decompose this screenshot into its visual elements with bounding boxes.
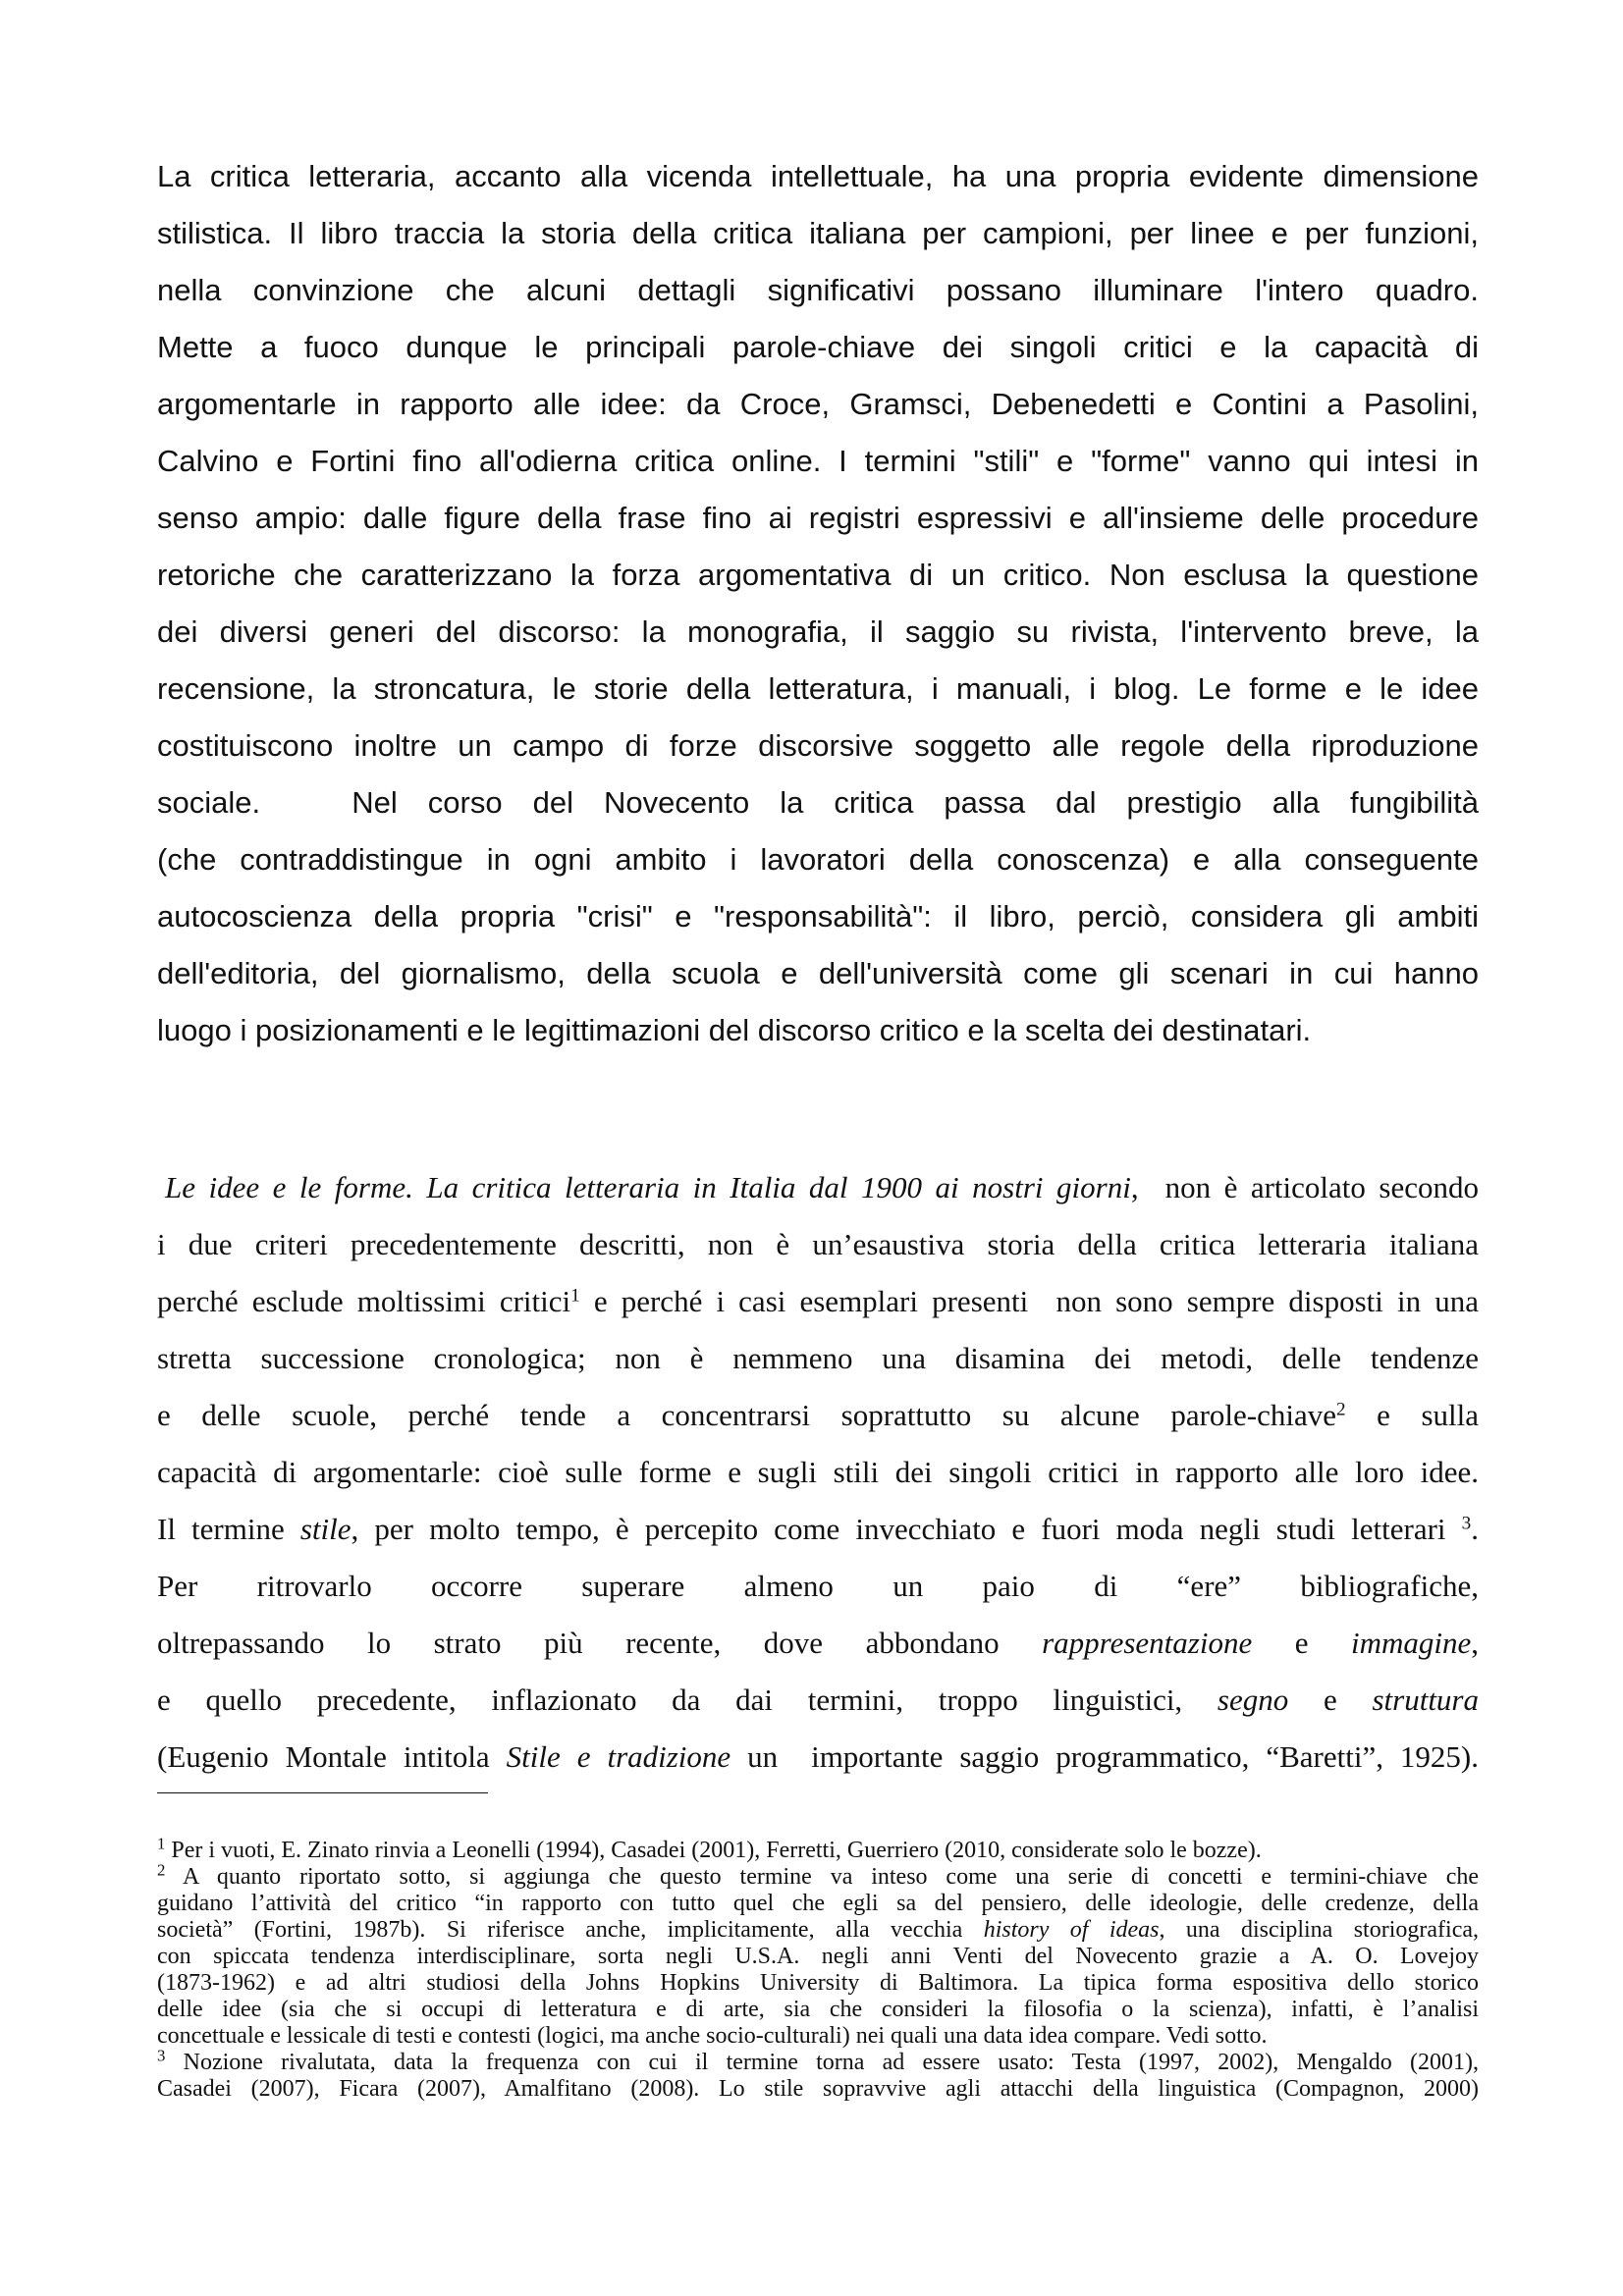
- footnote-line: guidano l’attività del critico “in rapporto con tutto quel che egli sa del pensiero, delle ideologie, delle credenze, della: [157, 1891, 1479, 1916]
- text-line: [157, 1273, 1479, 1330]
- text-line: i due criteri precedentemente descritti, non è un’esaustiva storia della critica letteraria italiana: [157, 1227, 1479, 1261]
- text-line: [157, 1615, 1479, 1672]
- text-line: retoriche che caratterizzano la forza argomentativa di un critico. Non esclusa la questione: [157, 558, 1479, 592]
- text-line: [157, 1159, 1479, 1216]
- text-segment: e quello precedente, inflazionato da dai termini, troppo linguistici,: [157, 1682, 1217, 1717]
- text-line: recensione, la stroncatura, le storie della letteratura, i manuali, i blog. Le forme e le idee: [157, 671, 1479, 706]
- text-segment: .: [1471, 1512, 1479, 1546]
- text-segment: e delle scuole, perché tende a concentrarsi soprattutto su alcune parole-chiave: [157, 1398, 1336, 1432]
- emphasis: stile: [299, 1512, 352, 1546]
- text-segment: , per molto tempo, è percepito come invecchiato e fuori moda negli studi letterari: [351, 1512, 1462, 1546]
- text-line: autocoscienza della propria "crisi" e "responsabilità": il libro, perciò, considera gli ambiti: [157, 899, 1479, 934]
- text-segment: e perché i casi esemplari presenti non sono sempre disposti in una: [579, 1284, 1479, 1318]
- footnote-ref[interactable]: 1: [570, 1285, 580, 1307]
- work-title: Stile e tradizione: [506, 1739, 731, 1774]
- footnote-text: società” (Fortini, 1987b). Si riferisce anche, implicitamente, alla vecchia: [157, 1917, 984, 1943]
- footnote-3: [157, 2046, 1479, 2076]
- text-line: capacità di argomentarle: cioè sulle forme e sugli stili dei singoli critici in rapporto alle loro idee.: [157, 1455, 1479, 1489]
- footnote-text: Per i vuoti, E. Zinato rinvia a Leonelli (1994), Casadei (2001), Ferretti, Guerriero (2010, considerate solo le bozze).: [165, 1838, 1262, 1863]
- text-segment: e sulla: [1345, 1398, 1479, 1432]
- footnote-number: 2: [157, 1860, 166, 1880]
- text-segment: Il termine: [157, 1512, 300, 1546]
- text-segment: perché esclude moltissimi critici: [157, 1284, 571, 1318]
- text-line: [157, 1387, 1479, 1444]
- text-line: Calvino e Fortini fino all'odierna critica online. I termini "stili" e "forme" vanno qui intesi in: [157, 444, 1479, 478]
- text-segment: (Eugenio Montale intitola: [157, 1739, 507, 1774]
- footnote-ref[interactable]: 3: [1461, 1513, 1472, 1534]
- footnote-line: Casadei (2007), Ficara (2007), Amalfitano (2008). Lo stile sopravvive agli attacchi della linguistica (Compagnon, 2000): [157, 2076, 1479, 2102]
- footnote-text: A quanto riportato sotto, si aggiunga che questo termine va inteso come una serie di concetti e termini-chiave che: [165, 1864, 1479, 1890]
- text-line: luogo i posizionamenti e le legittimazioni del discorso critico e la scelta dei destinatari.: [157, 1013, 1312, 1047]
- book-blurb-paragraph: [157, 148, 1479, 1059]
- text-line: senso ampio: dalle figure della frase fino ai registri espressivi e all'insieme delle procedure: [157, 501, 1479, 535]
- text-line: costituiscono inoltre un campo di forze discorsive soggetto alle regole della riproduzione: [157, 728, 1479, 763]
- text-line: sociale. Nel corso del Novecento la critica passa dal prestigio alla fungibilità: [157, 785, 1479, 820]
- text-line: La critica letteraria, accanto alla vicenda intellettuale, ha una propria evidente dimensione: [157, 159, 1479, 193]
- text-line: Per ritrovarlo occorre superare almeno un paio di “ere” bibliografiche,: [157, 1569, 1479, 1603]
- emphasis: history of ideas: [983, 1917, 1160, 1943]
- emphasis: immagine: [1350, 1626, 1472, 1660]
- footnotes: [157, 1834, 1479, 2103]
- text-line: stilistica. Il libro traccia la storia della critica italiana per campioni, per linee e per funzioni,: [157, 216, 1479, 250]
- text-segment: , non è articolato secondo: [1130, 1170, 1479, 1204]
- emphasis: struttura: [1372, 1682, 1479, 1717]
- text-line: dell'editoria, del giornalismo, della scuola e dell'università come gli scenari in cui hanno: [157, 956, 1479, 990]
- footnote-line: (1873-1962) e ad altri studiosi della Johns Hopkins University di Baltimora. La tipica forma espositiva dello storico: [157, 1970, 1479, 1996]
- text-line: nella convinzione che alcuni dettagli significativi possano illuminare l'intero quadro.: [157, 273, 1479, 307]
- footnote-line: delle idee (sia che si occupi di letteratura e di arte, sia che consideri la filosofia o la scienza), infatti, è l’analisi: [157, 1997, 1479, 2022]
- text-line: [157, 1672, 1479, 1729]
- text-line: [157, 1501, 1479, 1558]
- text-line: (che contraddistingue in ogni ambito i lavoratori della conoscenza) e alla conseguente: [157, 842, 1479, 877]
- footnote-line: con spiccata tendenza interdisciplinare, sorta negli U.S.A. negli anni Venti del Novecento grazie a A. O. Lovejoy: [157, 1944, 1479, 1969]
- footnote-text: , una disciplina storiografica,: [1159, 1917, 1479, 1943]
- text-line: Mette a fuoco dunque le principali parole-chiave dei singoli critici e la capacità di: [157, 330, 1479, 364]
- text-segment: e: [1288, 1682, 1373, 1717]
- footnote-number: 3: [157, 2046, 166, 2065]
- footnote-text: Nozione rivalutata, data la frequenza con cui il termine torna ad essere usato: Testa (1997, 2002), Mengaldo (2001),: [165, 2050, 1479, 2075]
- text-line: argomentarle in rapporto alle idee: da Croce, Gramsci, Debenedetti e Contini a Pasolini,: [157, 387, 1479, 421]
- footnote-1: [157, 1834, 1479, 1864]
- text-segment: e: [1252, 1626, 1351, 1660]
- text-segment: un importante saggio programmatico, “Baretti”, 1925).: [730, 1739, 1479, 1774]
- emphasis: rappresentazione: [1042, 1626, 1253, 1660]
- text-segment: ,: [1471, 1626, 1479, 1660]
- text-segment: oltrepassando lo strato più recente, dove abbondano: [157, 1626, 1043, 1660]
- emphasis: segno: [1217, 1682, 1289, 1717]
- footnote-line: concettuale e lessicale di testi e contesti (logici, ma anche socio-culturali) nei quali una data idea compare. Vedi sotto.: [157, 2023, 1268, 2049]
- footnote-2: [157, 1860, 1479, 1891]
- footnote-line: [157, 1917, 1479, 1944]
- text-line: dei diversi generi del discorso: la monografia, il saggio su rivista, l'intervento breve, la: [157, 614, 1479, 649]
- footnote-ref[interactable]: 2: [1336, 1399, 1346, 1420]
- footnote-separator: [157, 1792, 488, 1793]
- text-line: stretta successione cronologica; non è nemmeno una disamina dei metodi, delle tendenze: [157, 1341, 1479, 1375]
- book-title: Le idee e le forme. La critica letteraria in Italia dal 1900 ai nostri giorni: [165, 1170, 1131, 1204]
- text-line: [157, 1729, 1479, 1786]
- footnote-number: 1: [157, 1834, 166, 1853]
- body-paragraph: [157, 1159, 1479, 1786]
